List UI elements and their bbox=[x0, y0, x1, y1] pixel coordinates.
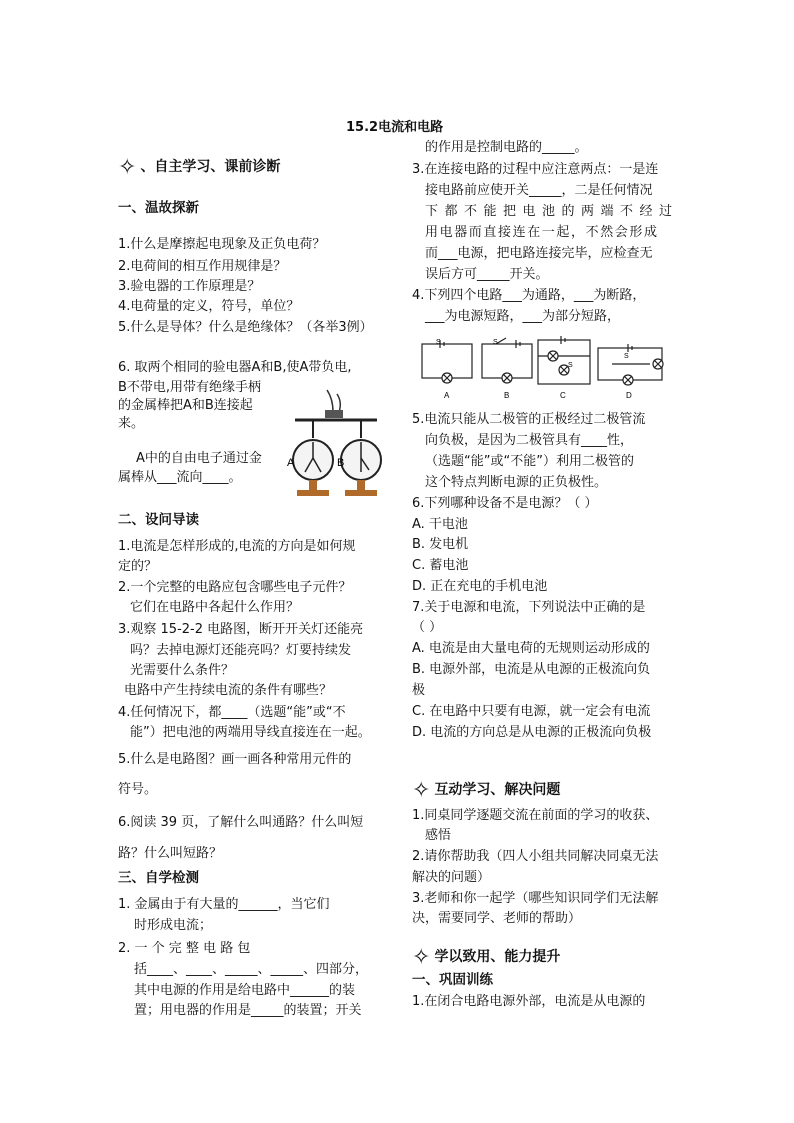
question-line: 5.什么是导体？什么是绝缘体？（各举3例） bbox=[118, 320, 373, 335]
right-line: 解决的问题） bbox=[412, 870, 491, 885]
check-line: 1. 金属由于有大量的______，当它们 bbox=[118, 897, 330, 912]
question-line: 1.什么是摩擦起电现象及正负电荷？ bbox=[118, 237, 326, 252]
option-line: 极 bbox=[412, 683, 426, 698]
question-6-line: 的金属棒把A和B连接起 bbox=[118, 398, 253, 413]
subheading-consolidation: 一、巩固训练 bbox=[412, 972, 493, 988]
right-line: 3.在连接电路的过程中应注意两点：一是连 bbox=[412, 162, 659, 177]
right-line: 1.同桌同学逐题交流在前面的学习的收获、 bbox=[412, 808, 659, 823]
right-line: （ ） bbox=[412, 620, 443, 635]
guide-line: 3.观察 15-2-2 电路图，断开开关灯还能亮 bbox=[118, 622, 364, 637]
guide-line: 吗？去掉电源灯还能亮吗？灯要持续发 bbox=[130, 643, 352, 658]
question-6-line: 来。 bbox=[118, 416, 145, 431]
question-6-line: 6. 取两个相同的验电器A和B,使A带负电, bbox=[118, 360, 352, 375]
subheading-review: 一、温故探新 bbox=[118, 200, 199, 216]
check-line: 时形成电流； bbox=[134, 918, 213, 933]
section-heading-self-study bbox=[118, 157, 280, 178]
right-line: 用电器而直接连在一起，不然会形成 bbox=[425, 225, 659, 240]
right-line: 决，需要同学、老师的帮助） bbox=[412, 911, 582, 926]
switch-label: S bbox=[624, 353, 629, 360]
circuit-label-a: A bbox=[444, 391, 450, 400]
right-line: 4.下列四个电路___为通路，___为断路， bbox=[412, 288, 646, 303]
guide-line: 4.任何情况下，都____（选题“能”或“不 bbox=[118, 705, 346, 720]
section-heading-text: 学以致用、能力提升 bbox=[434, 949, 561, 965]
switch-label: S bbox=[568, 362, 573, 369]
circuit-label-b: B bbox=[504, 391, 510, 400]
guide-line: 6.阅读 39 页，了解什么叫通路？什么叫短 bbox=[118, 815, 364, 830]
circuit-label-c: C bbox=[560, 391, 566, 400]
question-line: 3.验电器的工作原理是？ bbox=[118, 279, 261, 294]
right-line: 接电路前应使开关_____，二是任何情况 bbox=[425, 183, 653, 198]
question-6-line: A中的自由电子通过金 bbox=[136, 451, 262, 466]
guide-line: 5.什么是电路图？画一画各种常用元件的 bbox=[118, 752, 352, 767]
check-line: 2. 一 个 完 整 电 路 包 bbox=[118, 941, 251, 956]
right-line: 2.请你帮助我（四人小组共同解决同桌无法 bbox=[412, 849, 659, 864]
electroscope-label-a: A bbox=[287, 457, 295, 469]
guide-line: 路？什么叫短路？ bbox=[118, 846, 223, 861]
four-point-star-icon: ✧ bbox=[412, 945, 431, 970]
guide-line: 能”）把电池的两端用导线直接连在一起。 bbox=[130, 725, 371, 740]
right-line: 这个特点判断电源的正负极性。 bbox=[425, 475, 608, 490]
option-line: C. 蓄电池 bbox=[412, 558, 469, 573]
guide-line: 1.电流是怎样形成的,电流的方向是如何规 bbox=[118, 539, 356, 554]
subheading-self-check: 三、自学检测 bbox=[118, 870, 199, 886]
check-line: 其中电源的作用是给电路中______的装 bbox=[134, 983, 356, 998]
right-line: ___为电源短路，___为部分短路， bbox=[425, 309, 621, 324]
guide-line: 它们在电路中各起什么作用？ bbox=[130, 600, 300, 615]
four-point-star-icon: ✧ bbox=[118, 155, 137, 180]
right-line: 5.电流只能从二极管的正极经过二极管流 bbox=[412, 412, 646, 427]
page-title: 15.2电流和电路 bbox=[346, 120, 444, 135]
switch-label: S bbox=[436, 339, 441, 346]
section-heading-text: 、自主学习、课前诊断 bbox=[140, 159, 281, 175]
electroscope-figure bbox=[285, 386, 400, 498]
option-line: D. 正在充电的手机电池 bbox=[412, 579, 548, 594]
option-line: A. 干电池 bbox=[412, 517, 468, 532]
option-line: A. 电流是由大量电荷的无规则运动形成的 bbox=[412, 641, 650, 656]
question-6-line: B不带电,用带有绝缘手柄 bbox=[118, 380, 262, 395]
electroscope-label-b: B bbox=[337, 457, 345, 469]
right-line: 误后方可_____开关。 bbox=[425, 267, 549, 282]
right-line: 7.关于电源和电流，下列说法中正确的是 bbox=[412, 600, 646, 615]
question-6-line: 属棒从___流向____。 bbox=[118, 470, 242, 485]
option-line: B. 发电机 bbox=[412, 537, 469, 552]
right-line: 向负极，是因为二极管具有____性， bbox=[425, 433, 634, 448]
guide-line: 定的？ bbox=[118, 559, 158, 574]
right-line: 而___电源，把电路连接完毕，应检查无 bbox=[425, 246, 653, 261]
section-heading-interactive bbox=[412, 780, 560, 801]
right-line: 感悟 bbox=[425, 828, 452, 843]
guide-line: 符号。 bbox=[118, 782, 158, 797]
section-heading-text: 互动学习、解决问题 bbox=[434, 782, 561, 798]
circuit-diagrams-figure bbox=[416, 334, 668, 404]
right-line: 6.下列哪种设备不是电源？（ ） bbox=[412, 496, 598, 511]
guide-line: 光需要什么条件？ bbox=[130, 663, 235, 678]
question-line: 2.电荷间的相互作用规律是？ bbox=[118, 259, 287, 274]
right-line: （选题“能”或“不能”）利用二极管的 bbox=[425, 454, 634, 469]
check-line: 置；用电器的作用是_____的装置；开关 bbox=[134, 1003, 362, 1018]
section-heading-apply bbox=[412, 947, 560, 968]
right-line: 的作用是控制电路的_____。 bbox=[425, 140, 588, 155]
right-line: 3.老师和你一起学（哪些知识同学们无法解 bbox=[412, 891, 659, 906]
right-line: 下都不能把电池的两端不经过 bbox=[425, 204, 679, 219]
option-line: D. 电流的方向总是从电源的正极流向负极 bbox=[412, 725, 652, 740]
subheading-guided-questions: 二、设问导读 bbox=[118, 512, 199, 528]
four-point-star-icon: ✧ bbox=[412, 778, 431, 803]
option-line: C. 在电路中只要有电源，就一定会有电流 bbox=[412, 704, 651, 719]
option-line: B. 电源外部，电流是从电源的正极流向负 bbox=[412, 662, 651, 677]
right-line: 1.在闭合电路电源外部，电流是从电源的 bbox=[412, 994, 646, 1009]
guide-line: 电路中产生持续电流的条件有哪些？ bbox=[124, 683, 333, 698]
guide-line: 2.一个完整的电路应包含哪些电子元件？ bbox=[118, 580, 352, 595]
check-line: 括____、____、_____、_____、四部分， bbox=[134, 962, 369, 977]
question-line: 4.电荷量的定义，符号，单位？ bbox=[118, 299, 300, 314]
circuit-label-d: D bbox=[626, 391, 632, 400]
switch-label: S bbox=[493, 339, 498, 346]
